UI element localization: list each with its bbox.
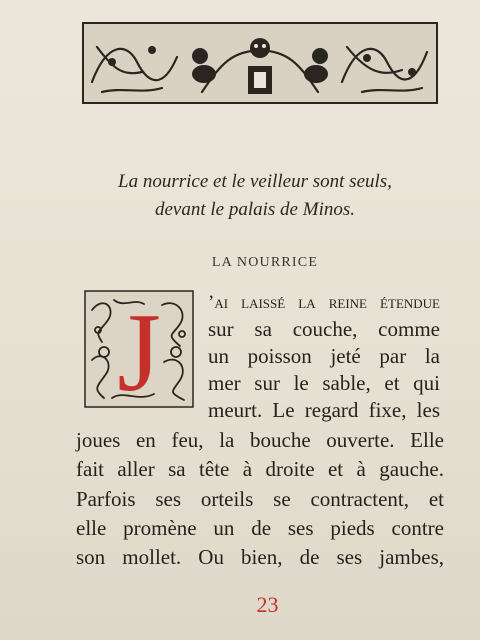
text-line-9: elle promène un de ses pieds contre xyxy=(76,516,444,540)
text-line-7: fait aller sa tête à droite et à gauche. xyxy=(76,457,444,481)
drop-cap-initial xyxy=(84,290,194,408)
text-line-8: Parfois ses orteils se contractent, et xyxy=(76,487,444,511)
first-line-text: ’ai laissé la reine étendue xyxy=(208,292,440,313)
text-line-2: sur sa couche, comme xyxy=(208,317,440,341)
ornamental-headpiece xyxy=(82,22,438,104)
text-line-10: son mollet. Ou bien, de ses jambes, xyxy=(76,545,444,569)
text-line-5: meurt. Le regard fixe, les xyxy=(208,398,440,422)
text-line-3: un poisson jeté par la xyxy=(208,344,440,368)
drop-cap-letter: J xyxy=(117,291,161,408)
text-line-4: mer sur le sable, et qui xyxy=(208,371,440,395)
page-number: 23 xyxy=(256,592,279,617)
speaker-name: LA NOURRICE xyxy=(211,255,319,270)
text-line-6: joues en feu, la bouche ouverte. Elle xyxy=(76,428,444,452)
text-line-1 xyxy=(208,288,440,316)
stage-direction-line-1: La nourrice et le veilleur sont seuls, xyxy=(118,171,392,192)
stage-direction-line-2: devant le palais de Minos. xyxy=(155,199,355,220)
